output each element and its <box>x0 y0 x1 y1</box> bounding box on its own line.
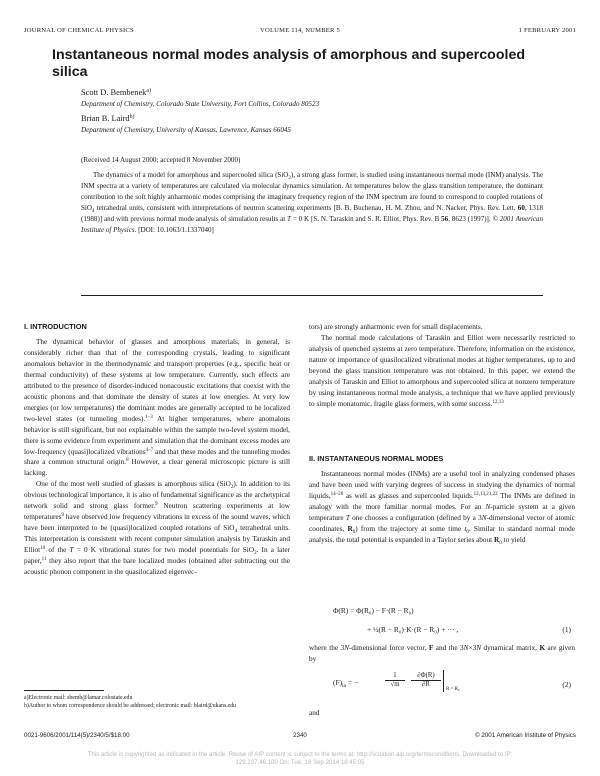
equation-1-rhs: + ½(R − R₀)·K·(R − R₀) + ··· , <box>367 625 459 634</box>
author-1-affiliation: Department of Chemistry, Colorado State University, Fort Collins, Colorado 80523 <box>81 100 320 108</box>
author-2-name: Brian B. Laird <box>81 114 130 123</box>
footnote-b: b)Author to whom correspondence should be addressed; electronic mail: blaird@ukans.edu <box>24 703 237 710</box>
issue-date: 1 FEBRUARY 2001 <box>518 27 576 34</box>
author-1-name: Scott D. Bembenek <box>81 88 147 97</box>
intro-paragraph-3: The normal mode calculations of Taraskin and Elliot were necessarily restricted to analysis of quenched systems at zero temperature. Therefore, information on the existence, nature or importance of quasilocalized vibrational modes at higher temperatures, up to and beyond the glass transition temperature was not obtained. In this paper, we extend the analysis of Taraskin and Elliot to amorphous and supercooled silica at nonzero temperature by using instantaneous normal mode analysis, a technique that we have applied previously to simple monatomic, fragile glass formers, with some success.$^{12,13}$ <box>309 333 575 408</box>
journal-name: JOURNAL OF CHEMICAL PHYSICS <box>24 27 134 34</box>
section-heading-inm: II. INSTANTANEOUS NORMAL MODES <box>309 454 444 463</box>
footer-copyright: © 2001 American Institute of Physics <box>475 732 576 739</box>
running-head <box>24 27 576 37</box>
equation-2-lhs: $(F)_{i\alpha}$ = − <box>333 678 359 689</box>
doi-link[interactable]: [DOI: 10.1063/1.1337040] <box>136 225 214 234</box>
ref-link[interactable]: 11 <box>41 556 47 563</box>
article-code: 0021-9606/2001/114(5)/2340/5/$18.00 <box>24 732 130 739</box>
copyright-notice: © 2001 American Institute of Physics. <box>81 214 543 234</box>
ref-link[interactable]: 12,13,21,22 <box>473 490 498 497</box>
ref-link[interactable]: 8 <box>126 457 129 464</box>
abstract-rule <box>81 295 543 296</box>
intro-paragraph-1: The dynamical behavior of glasses and amorphous materials, in general, is considerably richer than that of the corresponding crystals, leading to significant anomalous behavior in the thermodynamic and transport properties (e.g., specific heat or thermal conductivity) of these systems at low temperature. Currently, such effects are attributed to the presence of disorder-induced nonacoustic excitations that coexist with the acoustic phonons and that dominate the density of states at low energies. At very low energies (or low temperatures) the dominant modes are generally accepted to be localized two-level states (or tunneling modes).$^{1-3}$ At higher temperatures, where anomalous behavior is still significant, but not explainable within the sample two-level system model, there is some evidence from experiment and simulation that the dominant excess modes are low-frequency (quasi)localized vibrations$^{4-7}$ and that these modes and the tunneling modes share a common structural origin.$^8$ However, a clear general microscopic picture is still lacking. <box>24 338 291 478</box>
abstract <box>81 170 543 235</box>
inm-paragraph: Instantaneous normal modes (INMs) are a useful tool in analyzing condensed phases and have been used with varying degrees of success in studying the dynamics of normal liquids,$^{14-20}$ as well as glasses and supercooled liquids.$^{12,13,21,22}$ The INMs are defined in analogy with the more familiar normal modes. For an N-particle system at a given temperature T one chooses a configuration (defined by a 3N-dimensional vector of atomic coordinates, $R_0$) from the trajectory at some time $t_0$. Similar to standard normal mode analysis, the total potential is expanded in a Taylor series about $R_0$ to yield <box>309 470 575 546</box>
volume-number: VOLUME 114, NUMBER 5 <box>260 27 340 34</box>
and-text: and <box>309 709 320 717</box>
intro-paragraph-2: One of the most well studied of glasses is amorphous silica (SiO$_2$). In addition to its obvious technological importance, it is also of fundamental significance as the archetypical network solid and strong glass former.$^9$ Neutron scattering experiments at low temperatures$^9$ have observed low frequency vibrations in excess of the sound waves, which have been interpreted to be (quasi)localized coupled rotations of SiO$_4$ tetrahedral units. This interpretation is consistent with recent computer simulation analysis by Taraskin and Elliot$^{10}$ of the T = 0 K vibrational states for two model potentials for SiO$_2$. In a later paper,$^{11}$ they also report that the bare localized modes (obtained after subtracting out the acoustic phonon component in the quasilocalized eigenvec- <box>24 480 291 577</box>
equation-1-number: (1) <box>562 625 571 634</box>
equation-2-fraction: 1 √m <box>385 672 405 689</box>
equation-2-intro: where the 3N-dimensional force vector, F and the 3N×3N dynamical matrix, K are given by <box>309 644 575 663</box>
author-1 <box>81 88 151 97</box>
footnote-a: a)Electronic mail: sbemb@lamar.colostate.edu <box>24 695 133 701</box>
equation-2-number: (2) <box>562 680 571 689</box>
ref-link[interactable]: 12,13 <box>492 398 504 405</box>
section-heading-introduction: I. INTRODUCTION <box>24 322 87 331</box>
author-2-footnote-mark[interactable]: b) <box>129 114 135 120</box>
equation-2-eval-bar <box>443 670 444 692</box>
page-footer <box>24 732 576 742</box>
ref-link[interactable]: 9 <box>61 512 64 519</box>
ref-link[interactable]: 14–20 <box>330 490 344 497</box>
ref-link[interactable]: 10 <box>40 545 46 552</box>
article-title <box>52 47 572 81</box>
ref-link[interactable]: 9 <box>155 501 158 508</box>
author-1-footnote-mark[interactable]: a) <box>146 88 151 94</box>
watermark-line-1[interactable]: This article is copyrighted as indicated in the article. Reuse of AIP content is subject to the terms at: http://scitation.aip.org/termsconditions. Downloaded to IP: <box>87 751 513 758</box>
footnotes <box>24 694 290 710</box>
equation-1-lhs: Φ(R) = Φ(R₀) − F·(R − R₀) <box>333 606 414 615</box>
ref-link[interactable]: 4–7 <box>145 446 154 453</box>
author-2-affiliation: Department of Chemistry, University of Kansas, Lawrence, Kansas 66045 <box>81 126 291 134</box>
intro-paragraph-continued: tors) are strongly anharmonic even for small displacements. <box>309 323 483 331</box>
abstract-text: The dynamics of a model for amorphous and supercooled silica (SiO$_2$), a strong glass former, is studied using instantaneous normal mode (INM) analysis. The INM spectra at a variety of temperatures are calculated via molecular dynamics simulation. At temperatures below the glass transition temperature, the dominant contribution to the soft highly anharmonic modes comprising the imaginary frequency region of the INM spectrum are found to correspond to coupled rotations of SiO$_4$ tetrahedral units, consistent with interpretations of neutron scattering experiments [B. B. Buchenau, H. M. Zhou, and N. Nacker, Phys. Rev. Lett. 60, 1318 (1988)] and with previous normal mode analysis of simulation results at T = 0 K [S. N. Taraskin and S. R. Elliot, Phys. Rev. B 56, 8623 (1997)]. © 2001 American Institute of Physics. [DOI: 10.1063/1.1337040] <box>81 171 543 234</box>
page-number: 2340 <box>293 732 307 739</box>
equation-2-partial: ∂Φ(R) ∂R <box>411 672 441 689</box>
title-line-2: silica <box>52 64 88 80</box>
watermark-line-2: 129.237.46.100 On: Tue, 16 Sep 2014 18:45:05 <box>235 759 365 767</box>
received-dates: (Received 14 August 2000; accepted 8 November 2000) <box>81 156 241 164</box>
equation-2-eval-point: R = R₀ <box>446 687 460 692</box>
ref-link[interactable]: 1–3 <box>145 413 153 420</box>
download-watermark <box>30 751 570 768</box>
footnote-rule <box>24 690 104 691</box>
left-column <box>24 337 290 578</box>
right-column <box>309 322 575 410</box>
author-2 <box>81 114 135 123</box>
title-line-1: Instantaneous normal modes analysis of amorphous and supercooled <box>52 47 526 63</box>
